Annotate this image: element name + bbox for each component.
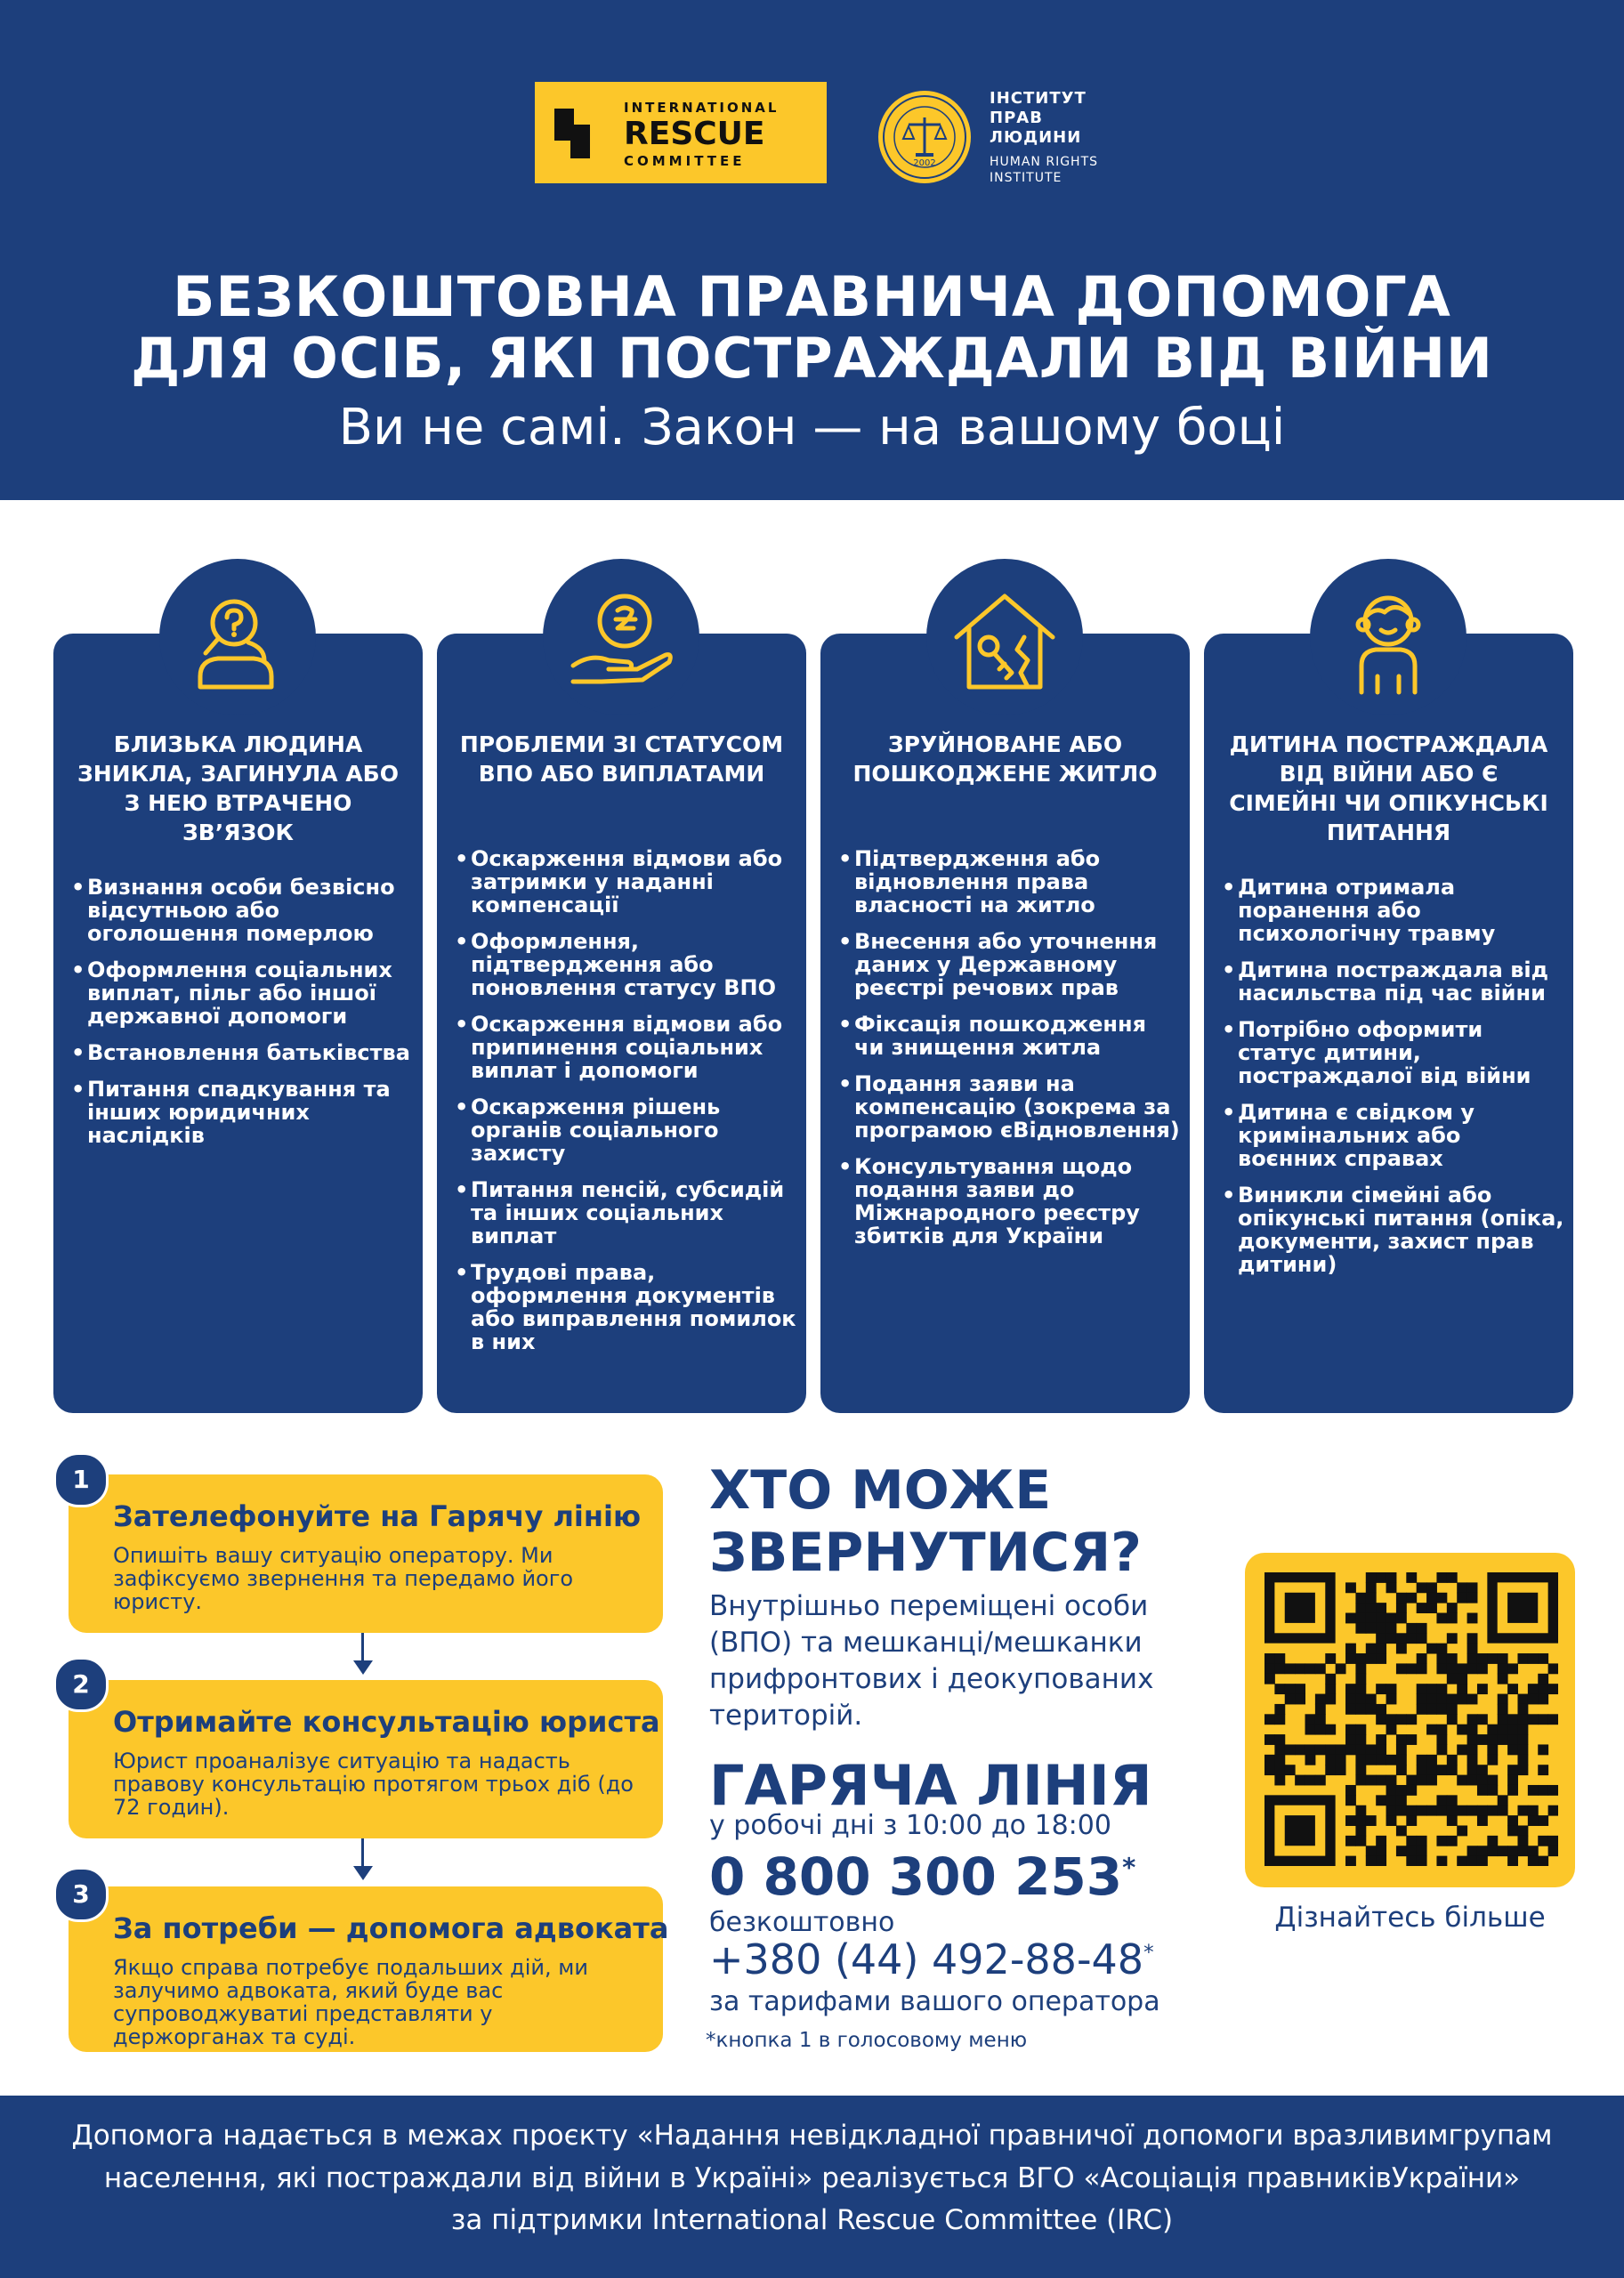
list-item: • Оформлення, підтвердження або поновлення статусу ВПО xyxy=(449,930,797,999)
hri-line1: ІНСТИТУТ xyxy=(990,89,1087,108)
hotline-hours: у робочі дні з 10:00 до 18:00 xyxy=(709,1810,1111,1841)
phone-paid-number: +380 (44) 492-88-48 xyxy=(709,1935,1144,1983)
list-item: • Встановлення батьківства xyxy=(66,1041,414,1064)
step-number-badge: 1 xyxy=(53,1452,109,1507)
missing-person-search-icon xyxy=(182,587,293,698)
hri-line4: HUMAN RIGHTS xyxy=(990,155,1099,169)
card-damaged-housing xyxy=(820,634,1190,1413)
card-title: ЗРУЙНОВАНЕ АБО ПОШКОДЖЕНЕ ЖИТЛО xyxy=(852,731,1158,787)
qr-code-frame[interactable] xyxy=(1245,1553,1575,1887)
footer-line3: за підтримки International Rescue Committee (IRC) xyxy=(450,2204,1174,2236)
step-box-2 xyxy=(69,1680,663,1838)
list-item: • Виникли сімейні або опікунські питання (опіка, документи, захист прав дитини) xyxy=(1216,1183,1564,1276)
hri-line3: ЛЮДИНИ xyxy=(990,128,1082,147)
who-title-line2: ЗВЕРНУТИСЯ? xyxy=(709,1522,1142,1584)
list-item: • Дитина є свідком у кримінальних або воєнних справах xyxy=(1216,1101,1564,1170)
footer xyxy=(0,2096,1624,2278)
step-title: Зателефонуйте на Гарячу лінію xyxy=(113,1499,642,1533)
header-banner xyxy=(0,0,1624,500)
list-item: • Фіксація пошкодження чи знищення житла xyxy=(833,1013,1181,1059)
step-box-1 xyxy=(69,1474,663,1633)
card-list xyxy=(449,847,797,1367)
step-text: Юрист проаналізує ситуацію та надасть правову консультацію протягом трьох діб (до 72 годин). xyxy=(113,1749,634,1820)
phone-free-link[interactable] xyxy=(709,1846,1135,1907)
asterisk: * xyxy=(1143,1941,1154,1965)
step-text: Якщо справа потребує подальших дій, ми залучимо адвоката, який буде вас супроводжуватиі представляти у держорганах та суді. xyxy=(113,1955,588,2049)
list-item: • Питання спадкування та інших юридичних наслідків xyxy=(66,1078,414,1147)
step-box-3 xyxy=(69,1886,669,2052)
list-item: • Консультування щодо подання заяви до Міжнародного реєстру збитків для України xyxy=(833,1155,1181,1248)
hryvnia-coin-hand-icon xyxy=(566,587,676,698)
irc-logo-line2: RESCUE xyxy=(624,116,765,152)
who-title-line1: ХТО МОЖЕ xyxy=(709,1459,1052,1522)
card-list xyxy=(66,876,414,1160)
irc-logo xyxy=(535,82,827,183)
list-item: • Трудові права, оформлення документів або виправлення помилок в них xyxy=(449,1261,797,1353)
page-subtitle: Ви не самі. Закон — на вашому боці xyxy=(338,399,1286,456)
irc-logo-line1: INTERNATIONAL xyxy=(624,100,780,116)
list-item: • Внесення або уточнення даних у Державному реєстрі речових прав xyxy=(833,930,1181,999)
qr-code xyxy=(1264,1572,1558,1866)
hotline-title: ГАРЯЧА ЛІНІЯ xyxy=(709,1753,1152,1818)
card-missing-person xyxy=(53,634,423,1413)
who-description: Внутрішньо переміщені особи (ВПО) та мешканці/мешканки прифронтових і деокупованих територій. xyxy=(709,1590,1154,1732)
page-title-line1: БЕЗКОШТОВНА ПРАВНИЧА ДОПОМОГА xyxy=(173,264,1451,329)
footer-line1: Допомога надається в межах проєкту «Надання невідкладної правничої допомоги вразливимгрупам xyxy=(71,2120,1553,2152)
asterisk: * xyxy=(1122,1852,1136,1883)
step-title: Отримайте консультацію юриста xyxy=(113,1705,660,1739)
bar-association-seal xyxy=(878,91,971,183)
card-child-affected xyxy=(1204,634,1573,1413)
list-item: • Подання заяви на компенсацію (зокрема за програмою єВідновлення) xyxy=(833,1072,1181,1142)
step-number-badge: 3 xyxy=(53,1867,109,1922)
list-item: • Потрібно оформити статус дитини, постраждалої від війни xyxy=(1216,1018,1564,1087)
scales-of-justice-icon xyxy=(878,91,971,183)
list-item: • Підтвердження або відновлення права власності на житло xyxy=(833,847,1181,917)
footnote: *кнопка 1 в голосовому меню xyxy=(706,2029,1028,2052)
phone-paid-note: за тарифами вашого оператора xyxy=(709,1986,1160,2017)
card-title: ПРОБЛЕМИ ЗІ СТАТУСОМ ВПО АБО ВИПЛАТАМИ xyxy=(459,731,784,787)
phone-free-number: 0 800 300 253 xyxy=(709,1846,1123,1907)
list-item: • Оскарження відмови або затримки у наданні компенсації xyxy=(449,847,797,917)
list-item: • Визнання особи безвісно відсутньою або оголошення померлою xyxy=(66,876,414,945)
card-title: БЛИЗЬКА ЛЮДИНА ЗНИКЛА, ЗАГИНУЛА АБО З НЕЮ ВТРАЧЕНО ЗВ’ЯЗОК xyxy=(77,731,399,845)
step-title: За потреби — допомога адвоката xyxy=(113,1911,669,1945)
list-item: • Дитина постраждала від насильства під час війни xyxy=(1216,958,1564,1005)
step-connector-line xyxy=(361,1838,364,1869)
card-title: ДИТИНА ПОСТРАЖДАЛА ВІД ВІЙНИ АБО Є СІМЕЙНІ ЧИ ОПІКУНСЬКІ ПИТАННЯ xyxy=(1229,731,1548,845)
step-text: Опишіть вашу ситуацію оператору. Ми зафіксуємо звернення та передамо його юристу. xyxy=(113,1543,574,1614)
list-item: • Оскарження рішень органів соціального захисту xyxy=(449,1095,797,1165)
hri-line5: INSTITUTE xyxy=(990,171,1062,185)
phone-paid-link[interactable] xyxy=(709,1935,1154,1983)
child-icon xyxy=(1333,587,1443,698)
card-list xyxy=(833,847,1181,1261)
down-arrow-icon xyxy=(353,1866,373,1880)
footer-line2: населення, які постраждали від війни в Україні» реалізується ВГО «Асоціація правниківУкраїни» xyxy=(103,2162,1521,2194)
step-connector-line xyxy=(361,1633,364,1663)
step-number-badge: 2 xyxy=(53,1657,109,1712)
list-item: • Дитина отримала поранення або психологічну травму xyxy=(1216,876,1564,945)
page-title-line2: ДЛЯ ОСІБ, ЯКІ ПОСТРАЖДАЛИ ВІД ВІЙНИ xyxy=(131,326,1493,391)
list-item: • Оскарження відмови або припинення соціальних виплат і допомоги xyxy=(449,1013,797,1082)
hri-line2: ПРАВ xyxy=(990,109,1043,127)
qr-caption: Дізнайтесь більше xyxy=(1274,1902,1546,1934)
seal-year: 2002 xyxy=(913,158,936,168)
down-arrow-icon xyxy=(353,1660,373,1675)
irc-arrow-icon xyxy=(554,109,604,158)
irc-logo-line3: COMMITTEE xyxy=(624,153,746,169)
card-list xyxy=(1216,876,1564,1289)
list-item: • Питання пенсій, субсидій та інших соціальних виплат xyxy=(449,1178,797,1248)
list-item: • Оформлення соціальних виплат, пільг або іншої державної допомоги xyxy=(66,958,414,1028)
card-idp-status xyxy=(437,634,806,1413)
phone-free-note: безкоштовно xyxy=(709,1907,895,1938)
damaged-house-key-icon xyxy=(949,587,1060,698)
